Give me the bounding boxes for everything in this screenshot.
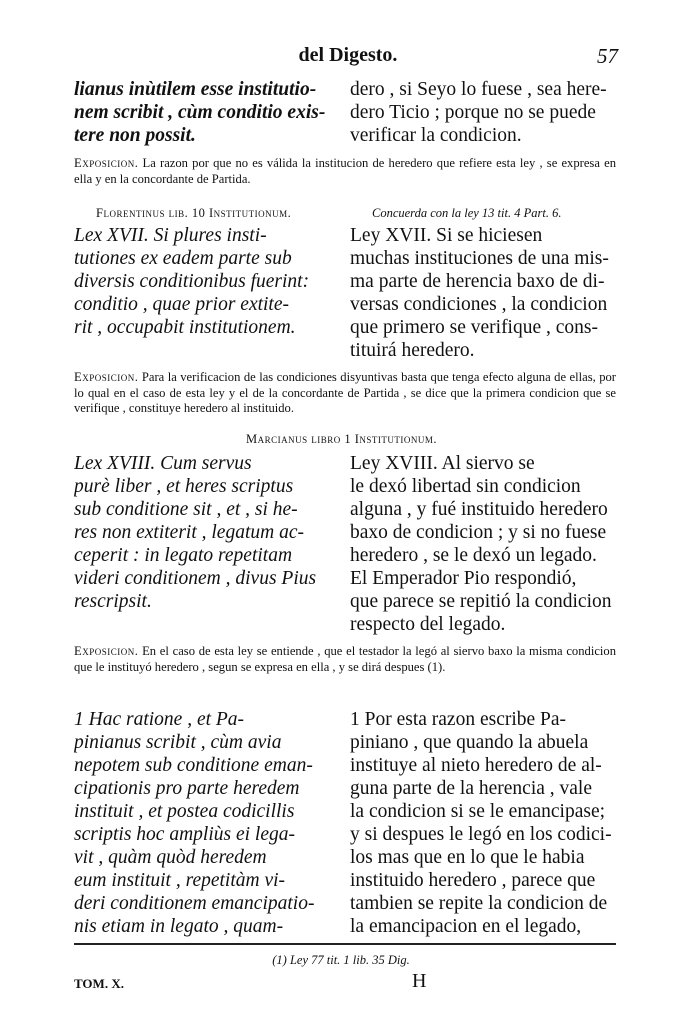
exposicion-text: Para la verificacion de las condiciones disyuntivas basta que tenga efecto alguna de ellas, por lo qual en el caso de esta ley y el de la concordante de Partida , se dice que la primera condicion que se verifique , constituye heredero al instituido. [74, 370, 617, 415]
spanish-line: alguna , y fué instituido heredero [350, 499, 608, 520]
latin-line: instituit , et postea codicillis [74, 801, 295, 822]
spanish-line: 1 Por esta razon escribe Pa- [350, 709, 567, 730]
spanish-line: baxo de condicion ; y si no fuese [350, 522, 607, 543]
signature-mark: H [412, 970, 427, 992]
exposicion-1 [74, 156, 616, 187]
spanish-column-1 [350, 78, 616, 147]
exposicion-text: En el caso de esta ley se entiende , que el testador la legó al siervo baxo la misma condicion que le instituyó heredero , segun se expresa en ella , y se dirá despues (1). [74, 644, 616, 674]
running-title: del Digesto. [298, 44, 398, 66]
spanish-line: dero Ticio ; porque no se puede [350, 102, 596, 123]
latin-line: nem scribit , cùm conditio exis- [74, 102, 326, 123]
latin-line: Lex XVII. Si plures insti- [74, 225, 267, 246]
exposicion-label: Exposicion. [74, 644, 139, 658]
spanish-line: Ley XVII. Si se hiciesen [350, 225, 543, 246]
latin-line: cipationis pro parte heredem [74, 778, 300, 799]
spanish-column-3 [350, 452, 616, 636]
source-latin-1: Florentinus lib. 10 Institutionum. [96, 206, 292, 220]
latin-line: Lex XVIII. Cum servus [74, 453, 252, 474]
latin-line: res non extiterit , legatum ac- [74, 522, 304, 543]
latin-line: eum instituit , repetitàm vi- [74, 870, 286, 891]
latin-line: scriptis hoc ampliùs ei lega- [74, 824, 295, 845]
spanish-line: heredero , se le dexó un legado. [350, 545, 597, 566]
latin-column-1 [74, 78, 336, 147]
exposicion-label: Exposicion. [74, 156, 139, 170]
spanish-line: que parece se repitió la condicion [350, 591, 612, 612]
spanish-line: tambien se repite la condicion de [350, 893, 608, 914]
spanish-line: instituye al nieto heredero de al- [350, 755, 602, 776]
spanish-line: la condicion si se le emancipase; [350, 801, 606, 822]
spanish-line: que primero se verifique , cons- [350, 317, 598, 338]
spanish-line: la emancipacion en el legado, [350, 916, 582, 937]
latin-line: nis etiam in legato , quam- [74, 916, 284, 937]
spanish-column-2 [350, 224, 616, 362]
spanish-line: guna parte de la herencia , vale [350, 778, 592, 799]
spanish-line: muchas instituciones de una mis- [350, 248, 609, 269]
page-number: 57 [597, 44, 618, 68]
exposicion-text: La razon por que no es válida la institucion de heredero que refiere esta ley , se expresa en ella y en la concordante de Partida. [74, 156, 616, 186]
spanish-line: y si despues le legó en los codici- [350, 824, 612, 845]
spanish-line: ma parte de herencia baxo de di- [350, 271, 605, 292]
latin-line: videri conditionem , divus Pius [74, 568, 317, 589]
spanish-line: respecto del legado. [350, 614, 506, 635]
latin-line: purè liber , et heres scriptus [74, 476, 294, 497]
latin-line: rit , occupabit institutionem. [74, 317, 296, 338]
latin-line: pinianus scribit , cùm avia [74, 732, 282, 753]
spanish-line: le dexó libertad sin condicion [350, 476, 581, 497]
exposicion-2 [74, 370, 616, 417]
latin-line: lianus inùtilem esse institutio- [74, 79, 317, 100]
spanish-line: El Emperador Pio respondió, [350, 568, 577, 589]
latin-line: vit , quàm quòd heredem [74, 847, 267, 868]
latin-line: diversis conditionibus fuerint: [74, 271, 310, 292]
footnote-rule [74, 943, 616, 945]
source-latin-2: Marcianus libro 1 Institutionum. [246, 432, 438, 446]
spanish-line: dero , si Seyo lo fuese , sea here- [350, 79, 607, 100]
exposicion-label: Exposicion. [74, 370, 139, 384]
exposicion-3 [74, 644, 616, 675]
latin-column-2 [74, 224, 336, 339]
source-spanish-1: Concuerda con la ley 13 tit. 4 Part. 6. [372, 206, 562, 220]
footnote: (1) Ley 77 tit. 1 lib. 35 Dig. [272, 953, 410, 967]
latin-line: ceperit : in legato repetitam [74, 545, 293, 566]
latin-line: nepotem sub conditione eman- [74, 755, 313, 776]
latin-line: conditio , quae prior extite- [74, 294, 289, 315]
latin-column-3 [74, 452, 336, 613]
spanish-column-4 [350, 708, 616, 938]
latin-column-4 [74, 708, 336, 938]
spanish-line: los mas que en lo que le habia [350, 847, 585, 868]
latin-line: tere non possit. [74, 125, 196, 146]
latin-line: rescripsit. [74, 591, 152, 612]
spanish-line: piniano , que quando la abuela [350, 732, 589, 753]
latin-line: deri conditionem emancipatio- [74, 893, 315, 914]
latin-line: sub conditione sit , et , si he- [74, 499, 298, 520]
volume-label: TOM. X. [74, 976, 124, 991]
spanish-line: tituirá heredero. [350, 340, 475, 361]
spanish-line: verificar la condicion. [350, 125, 522, 146]
latin-line: tutiones ex eadem parte sub [74, 248, 292, 269]
running-header [74, 44, 622, 70]
latin-line: 1 Hac ratione , et Pa- [74, 709, 245, 730]
spanish-line: versas condiciones , la condicion [350, 294, 608, 315]
spanish-line: Ley XVIII. Al siervo se [350, 453, 535, 474]
spanish-line: instituido heredero , parece que [350, 870, 596, 891]
